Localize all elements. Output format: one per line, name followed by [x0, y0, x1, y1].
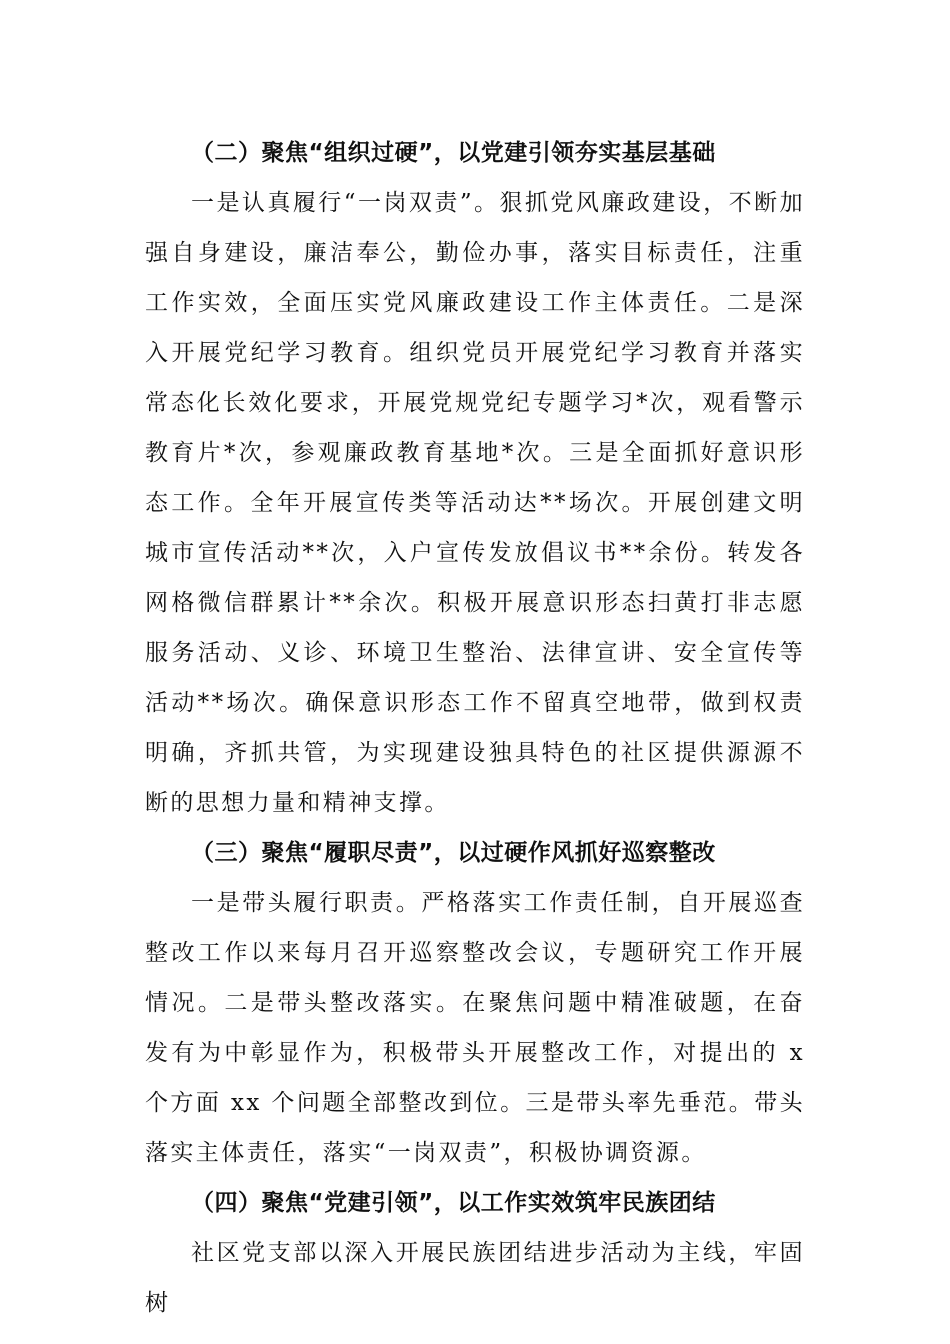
section-body-4: 社区党支部以深入开展民族团结进步活动为主线，牢固树 — [145, 1240, 805, 1316]
section-heading-3: （三）聚焦“履职尽责”，以过硬作风抓好巡察整改 — [191, 840, 716, 866]
document-page — [145, 128, 805, 1328]
section-body-2: 一是认真履行“一岗双责”。狠抓党风廉政建设，不断加强自身建设，廉洁奉公，勤俭办事，落实目标责任，注重工作实效，全面压实党风廉政建设工作主体责任。二是深入开展党纪学习教育。组织党员开展党纪学习教育并落实常态化长效化要求，开展党规党纪专题学习*次，观看警示教育片*次，参观廉政教育基地*次。三是全面抓好意识形态工作。全年开展宣传类等活动达**场次。开展创建文明城市宣传活动**次，入户宣传发放倡议书**余份。转发各网格微信群累计**余次。积极开展意识形态扫黄打非志愿服务活动、义诊、环境卫生整治、法律宣讲、安全宣传等活动**场次。确保意识形态工作不留真空地带，做到权责明确，齐抓共管，为实现建设独具特色的社区提供源源不断的思想力量和精神支撑。 — [145, 190, 805, 816]
section-heading-2: （二）聚焦“组织过硬”，以党建引领夯实基层基础 — [191, 140, 716, 166]
section-body-3: 一是带头履行职责。严格落实工作责任制，自开展巡查整改工作以来每月召开巡察整改会议，专题研究工作开展情况。二是带头整改落实。在聚焦问题中精准破题，在奋发有为中彰显作为，积极带头开展整改工作，对提出的 x 个方面 xx 个问题全部整改到位。三是带头率先垂范。带头落实主体责任，落实“一岗双责”，积极协调资源。 — [145, 890, 805, 1166]
section-heading-4: （四）聚焦“党建引领”，以工作实效筑牢民族团结 — [191, 1190, 716, 1216]
